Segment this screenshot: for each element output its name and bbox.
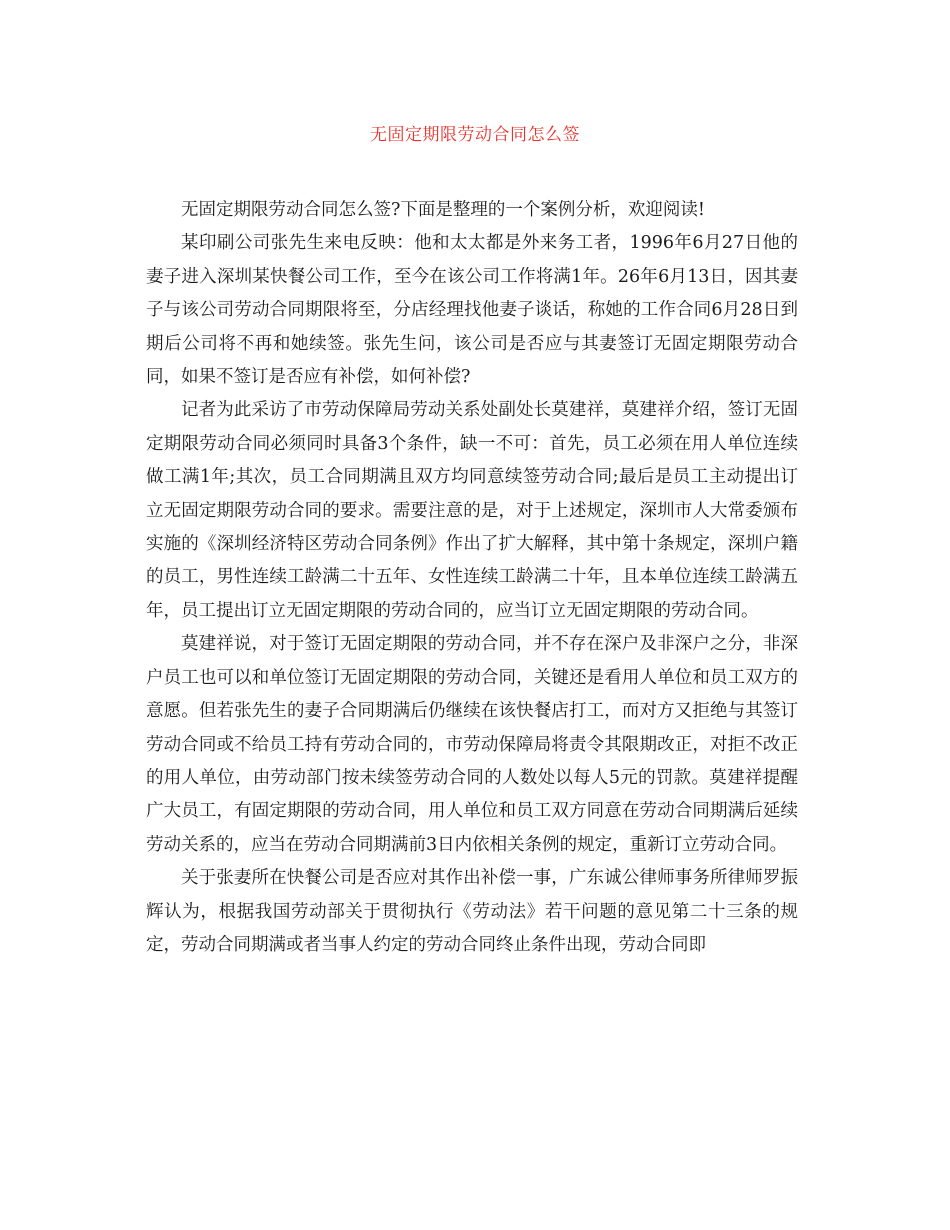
document-title: 无固定期限劳动合同怎么签 [370,125,580,145]
paragraph-lawyer: 关于张妻所在快餐公司是否应对其作出补偿一事，广东诚公律师事务所律师罗振辉认为，根据我国劳动部关于贯彻执行《劳动法》若干问题的意见第二十三条的规定，劳动合同期满或者当事人约定的劳动合同终止条件出现，劳动合同即 [146,868,798,955]
paragraph-opinion: 莫建祥说，对于签订无固定期限的劳动合同，并不存在深户及非深户之分，非深户员工也可以和单位签订无固定期限的劳动合同，关键还是看用人单位和员工双方的意愿。但若张先生的妻子合同期满后仍继续在该快餐店打工，而对方又拒绝与其签订劳动合同或不给员工持有劳动合同的，市劳动保障局将责令其限期改正，对拒不改正的用人单位，由劳动部门按未续签劳动合同的人数处以每人5元的罚款。莫建祥提醒广大员工，有固定期限的劳动合同，用人单位和员工双方同意在劳动合同期满后延续劳动关系的，应当在劳动合同期满前3日内依相关条例的规定，重新订立劳动合同。 [146,634,798,855]
document-body [146,194,798,962]
paragraph-interview: 记者为此采访了市劳动保障局劳动关系处副处长莫建祥，莫建祥介绍，签订无固定期限劳动合同必须同时具备3个条件，缺一不可：首先，员工必须在用人单位连续做工满1年;其次，员工合同期满且双方均同意续签劳动合同;最后是员工主动提出订立无固定期限劳动合同的要求。需要注意的是，对于上述规定，深圳市人大常委颁布实施的《深圳经济特区劳动合同条例》作出了扩大解释，其中第十条规定，深圳户籍的员工，男性连续工龄满二十五年、女性连续工龄满二十年，且本单位连续工龄满五年，员工提出订立无固定期限的劳动合同的，应当订立无固定期限的劳动合同。 [146,400,798,621]
paragraph-case: 某印刷公司张先生来电反映：他和太太都是外来务工者，1996年6月27日他的妻子进入深圳某快餐公司工作，至今在该公司工作将满1年。26年6月13日，因其妻子与该公司劳动合同期限将至，分店经理找他妻子谈话，称她的工作合同6月28日到期后公司将不再和她续签。张先生问，该公司是否应与其妻签订无固定期限劳动合同，如果不签订是否应有补偿，如何补偿? [146,233,798,388]
paragraph-intro: 无固定期限劳动合同怎么签?下面是整理的一个案例分析，欢迎阅读! [181,200,705,220]
